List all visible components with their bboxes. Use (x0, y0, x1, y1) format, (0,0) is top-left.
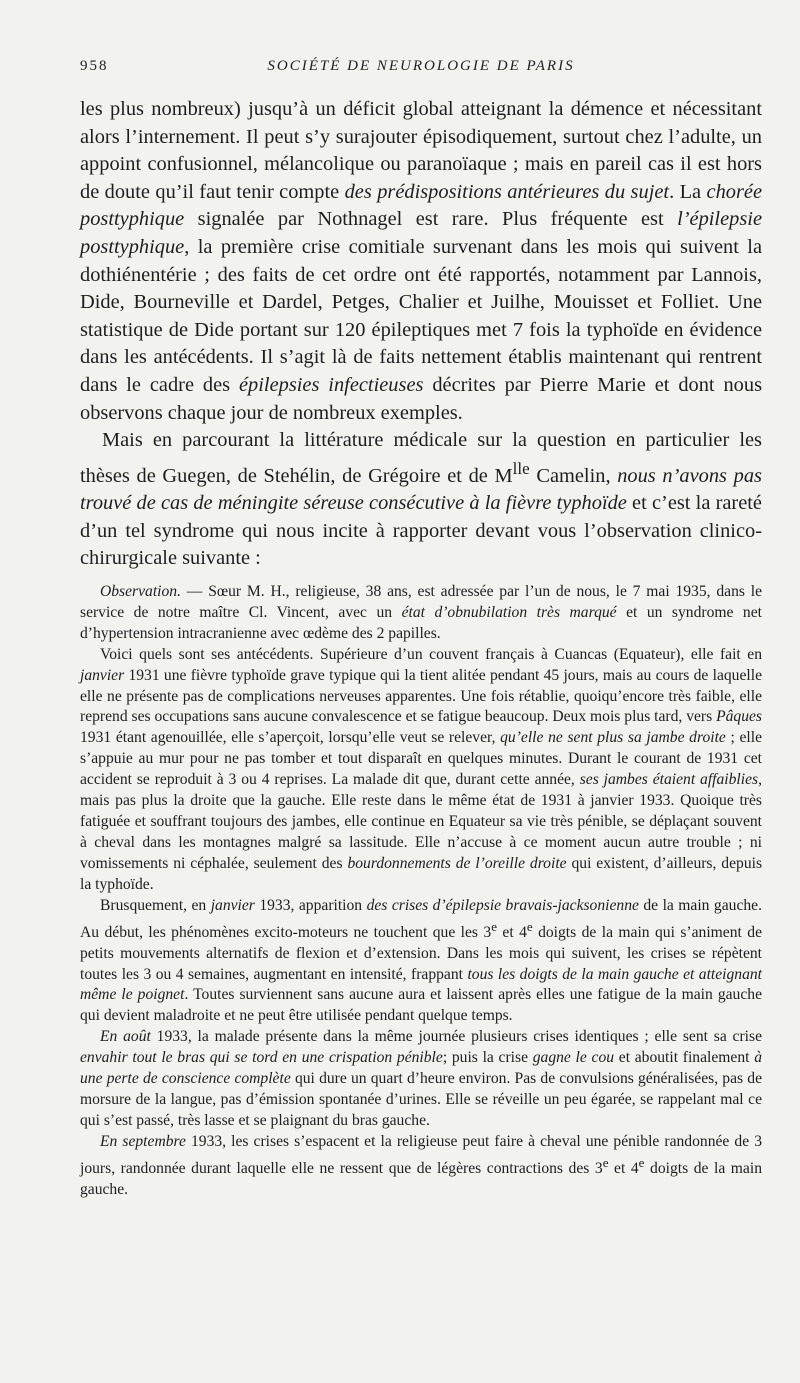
main-text (80, 96, 762, 573)
observation-text (80, 582, 762, 1201)
observation-paragraph: En septembre 1933, les crises s’espacent et la religieuse peut faire à cheval une pénible randonnée de 3 jours, randonnée durant laquelle elle ne ressent que de légères contractions des 3e et 4e doigts de la main gauche. (80, 1132, 763, 1198)
paragraph: Mais en parcourant la littérature médicale sur la question en particulier les thèses de Guegen, de Stehélin, de Grégoire et de $M^{lle}$ Camelin, nous n’avons pas trouvé de cas de méningite séreuse consécutive à la fièvre typhoïde et c’est la rareté d’un tel syndrome qui nous incite à rapporter devant vous l’observation clinico-chirurgicale suivante : (80, 429, 762, 570)
observation-paragraph: Brusquement, en janvier 1933, apparition des crises d’épilepsie bravais-jacksonienne de la main gauche. Au début, les phénomènes excito-moteurs ne touchent que les 3e et 4e doigts de la main qui s’animent de petits mouvements alternatifs de flexion et d’extension. Dans les mois qui suivent, les crises se répètent toutes les 3 ou 4 semaines, augmentant en intensité, frappant tous les doigts de la main gauche et atteignant même le poignet. Toutes surviennent sans aucune aura et laissent après elles une fatigue de la main gauche qui devient maladroite et ne peut être utilisée pendant quelque temps. (80, 896, 763, 1025)
observation-paragraph: Observation. — Sœur M. H., religieuse, 38 ans, est adressée par l’un de nous, le 7 mai 1935, dans le service de notre maître Cl. Vincent, avec un état d’obnubilation très marqué et un syndrome net d’hypertension intracranienne avec œdème des 2 papilles. (80, 583, 762, 642)
page-number: 958 (80, 58, 109, 74)
paragraph: les plus nombreux) jusqu’à un déficit global atteignant la démence et nécessitant alors l’internement. Il peut s’y surajouter épisodiquement, surtout chez l’adulte, un appoint confusionnel, mélancolique ou paranoïaque ; mais en pareil cas il est hors de doute qu’il faut tenir compte des prédispositions antérieures du sujet. La chorée posttyphique signalée par Nothnagel est rare. Plus fréquente est l’épilepsie posttyphique, la première crise comitiale survenant dans les mois qui suivent la dothiénentérie ; des faits de cet ordre ont été rapportés, notamment par Lannois, Dide, Bourneville et Dardel, Petges, Chalier et Juilhe, Mouisset et Folliet. Une statistique de Dide portant sur 120 épileptiques met 7 fois la typhoïde en évidence dans les antécédents. Il s’agit là de faits nettement établis maintenant qui rentrent dans le cadre des épilepsies infectieuses décrites par Pierre Marie et dont nous observons chaque jour de nombreux exemples. (80, 98, 762, 424)
observation-paragraph: En août 1933, la malade présente dans la même journée plusieurs crises identiques ; elle sent sa crise envahir tout le bras qui se tord en une crispation pénible; puis la crise gagne le cou et aboutit finalement à une perte de conscience complète qui dure un quart d’heure environ. Pas de convulsions généralisées, pas de morsure de la langue, pas d’émission spontanée d’urines. Elle se réveille un peu égarée, se rappelant mal ce qui s’est passé, très lasse et se plaignant du bras gauche. (80, 1028, 762, 1129)
running-head: SOCIÉTÉ DE NEUROLOGIE DE PARIS (267, 58, 575, 74)
observation-paragraph: Voici quels sont ses antécédents. Supérieure d’un couvent français à Cuancas (Equateur), elle fait en janvier 1931 une fièvre typhoïde grave typique qui la tient alitée pendant 45 jours, mais au cours de laquelle elle ne présente pas de complications nerveuses apparentes. Une fois rétablie, quoiqu’encore très faible, elle reprend ses occupations sans aucune convalescence et se fatigue beaucoup. Deux mois plus tard, vers Pâques 1931 étant agenouillée, elle s’aperçoit, lorsqu’elle veut se relever, qu’elle ne sent plus sa jambe droite ; elle s’appuie au mur pour ne pas tomber et tout disparaît en quelques minutes. Durant le courant de 1931 cet accident se reproduit à 3 ou 4 reprises. La malade dit que, durant cette année, ses jambes étaient affaiblies, mais pas plus la droite que la gauche. Elle reste dans le même état de 1931 à janvier 1933. Quoique très fatiguée et souffrant toujours des jambes, elle continue en Equateur sa vie très pénible, se déplaçant souvent à cheval dans les montagnes malgré sa lassitude. Elle n’accuse à ce moment aucun autre trouble ; ni vomissements ni céphalée, seulement des bourdonnements de l’oreille droite qui existent, d’ailleurs, depuis la typhoïde. (80, 645, 763, 893)
page-header (80, 58, 762, 80)
